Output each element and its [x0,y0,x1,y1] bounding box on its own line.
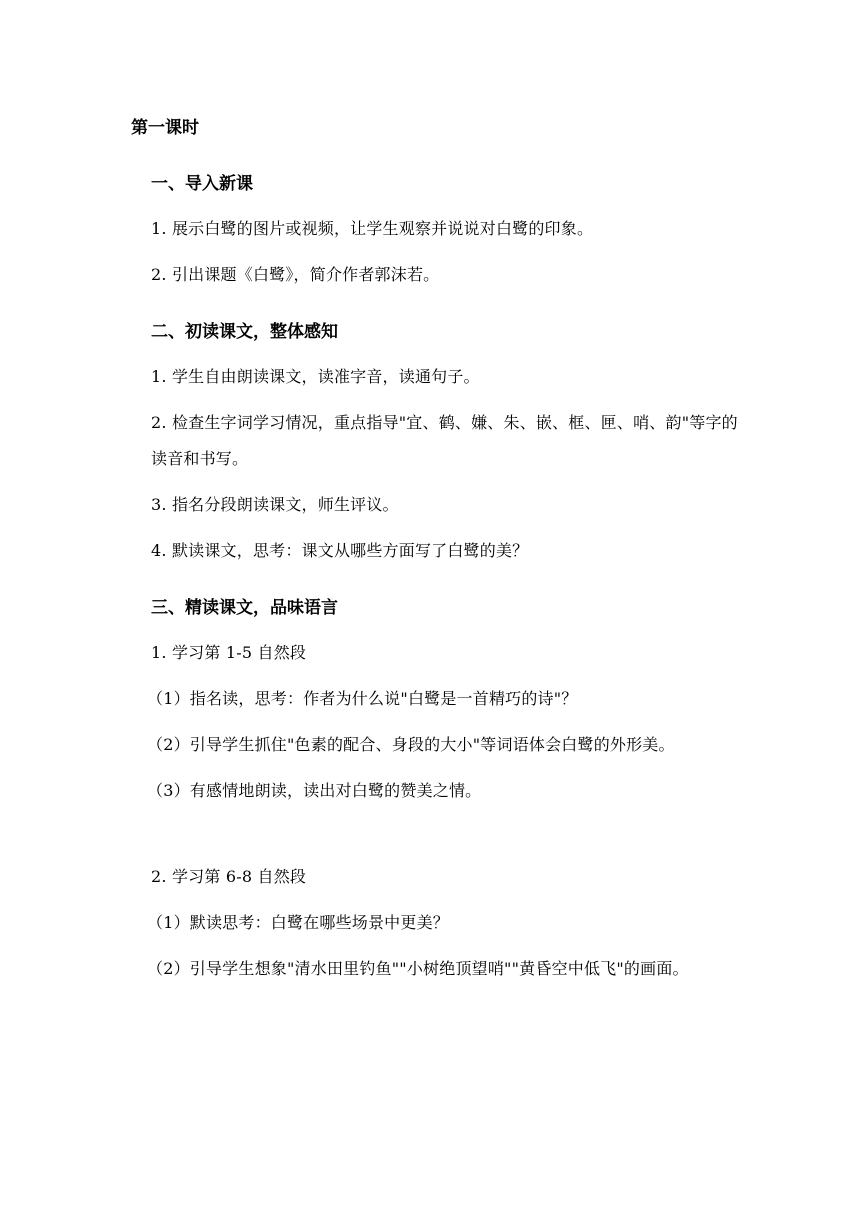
part-title: 2. 学习第 6-8 自然段 [151,867,307,886]
sub-item: （1）默读思考：白鹭在哪些场景中更美？ [147,913,449,932]
document-content [131,113,751,997]
list-item: 3. 指名分段朗读课文，师生评议。 [151,495,399,514]
list-item: 1. 学生自由朗读课文，读准字音，读通句子。 [151,367,480,386]
sub-item: （1）指名读，思考：作者为什么说"白鹭是一首精巧的诗"？ [147,689,578,708]
sub-item: （2）引导学生想象"清水田里钓鱼""小树绝顶望哨""黄昏空中低飞"的画面。 [147,959,689,978]
sub-item: （2）引导学生抓住"色素的配合、身段的大小"等词语体会白鹭的外形美。 [147,735,675,754]
lesson-title: 第一课时 [131,118,199,138]
list-item: 2. 引出课题《白鹭》，简介作者郭沫若。 [151,265,440,284]
list-item: 2. 检查生字词学习情况，重点指导"宜、鹤、嫌、朱、嵌、框、匣、哨、韵"等字的读音和书写。 [151,413,738,468]
section-close-reading [147,593,751,987]
section-introduction [151,169,751,293]
list-item: 4. 默读课文，思考：课文从哪些方面写了白鹭的美？ [151,541,529,560]
section-heading: 三、精读课文，品味语言 [151,598,338,618]
part-title: 1. 学习第 1-5 自然段 [151,643,307,662]
section-heading: 一、导入新课 [151,174,253,194]
list-item: 1. 展示白鹭的图片或视频，让学生观察并说说对白鹭的印象。 [151,219,594,238]
section-first-reading [151,317,751,569]
section-heading: 二、初读课文，整体感知 [151,322,338,342]
sub-item: （3）有感情地朗读，读出对白鹭的赞美之情。 [147,781,482,800]
